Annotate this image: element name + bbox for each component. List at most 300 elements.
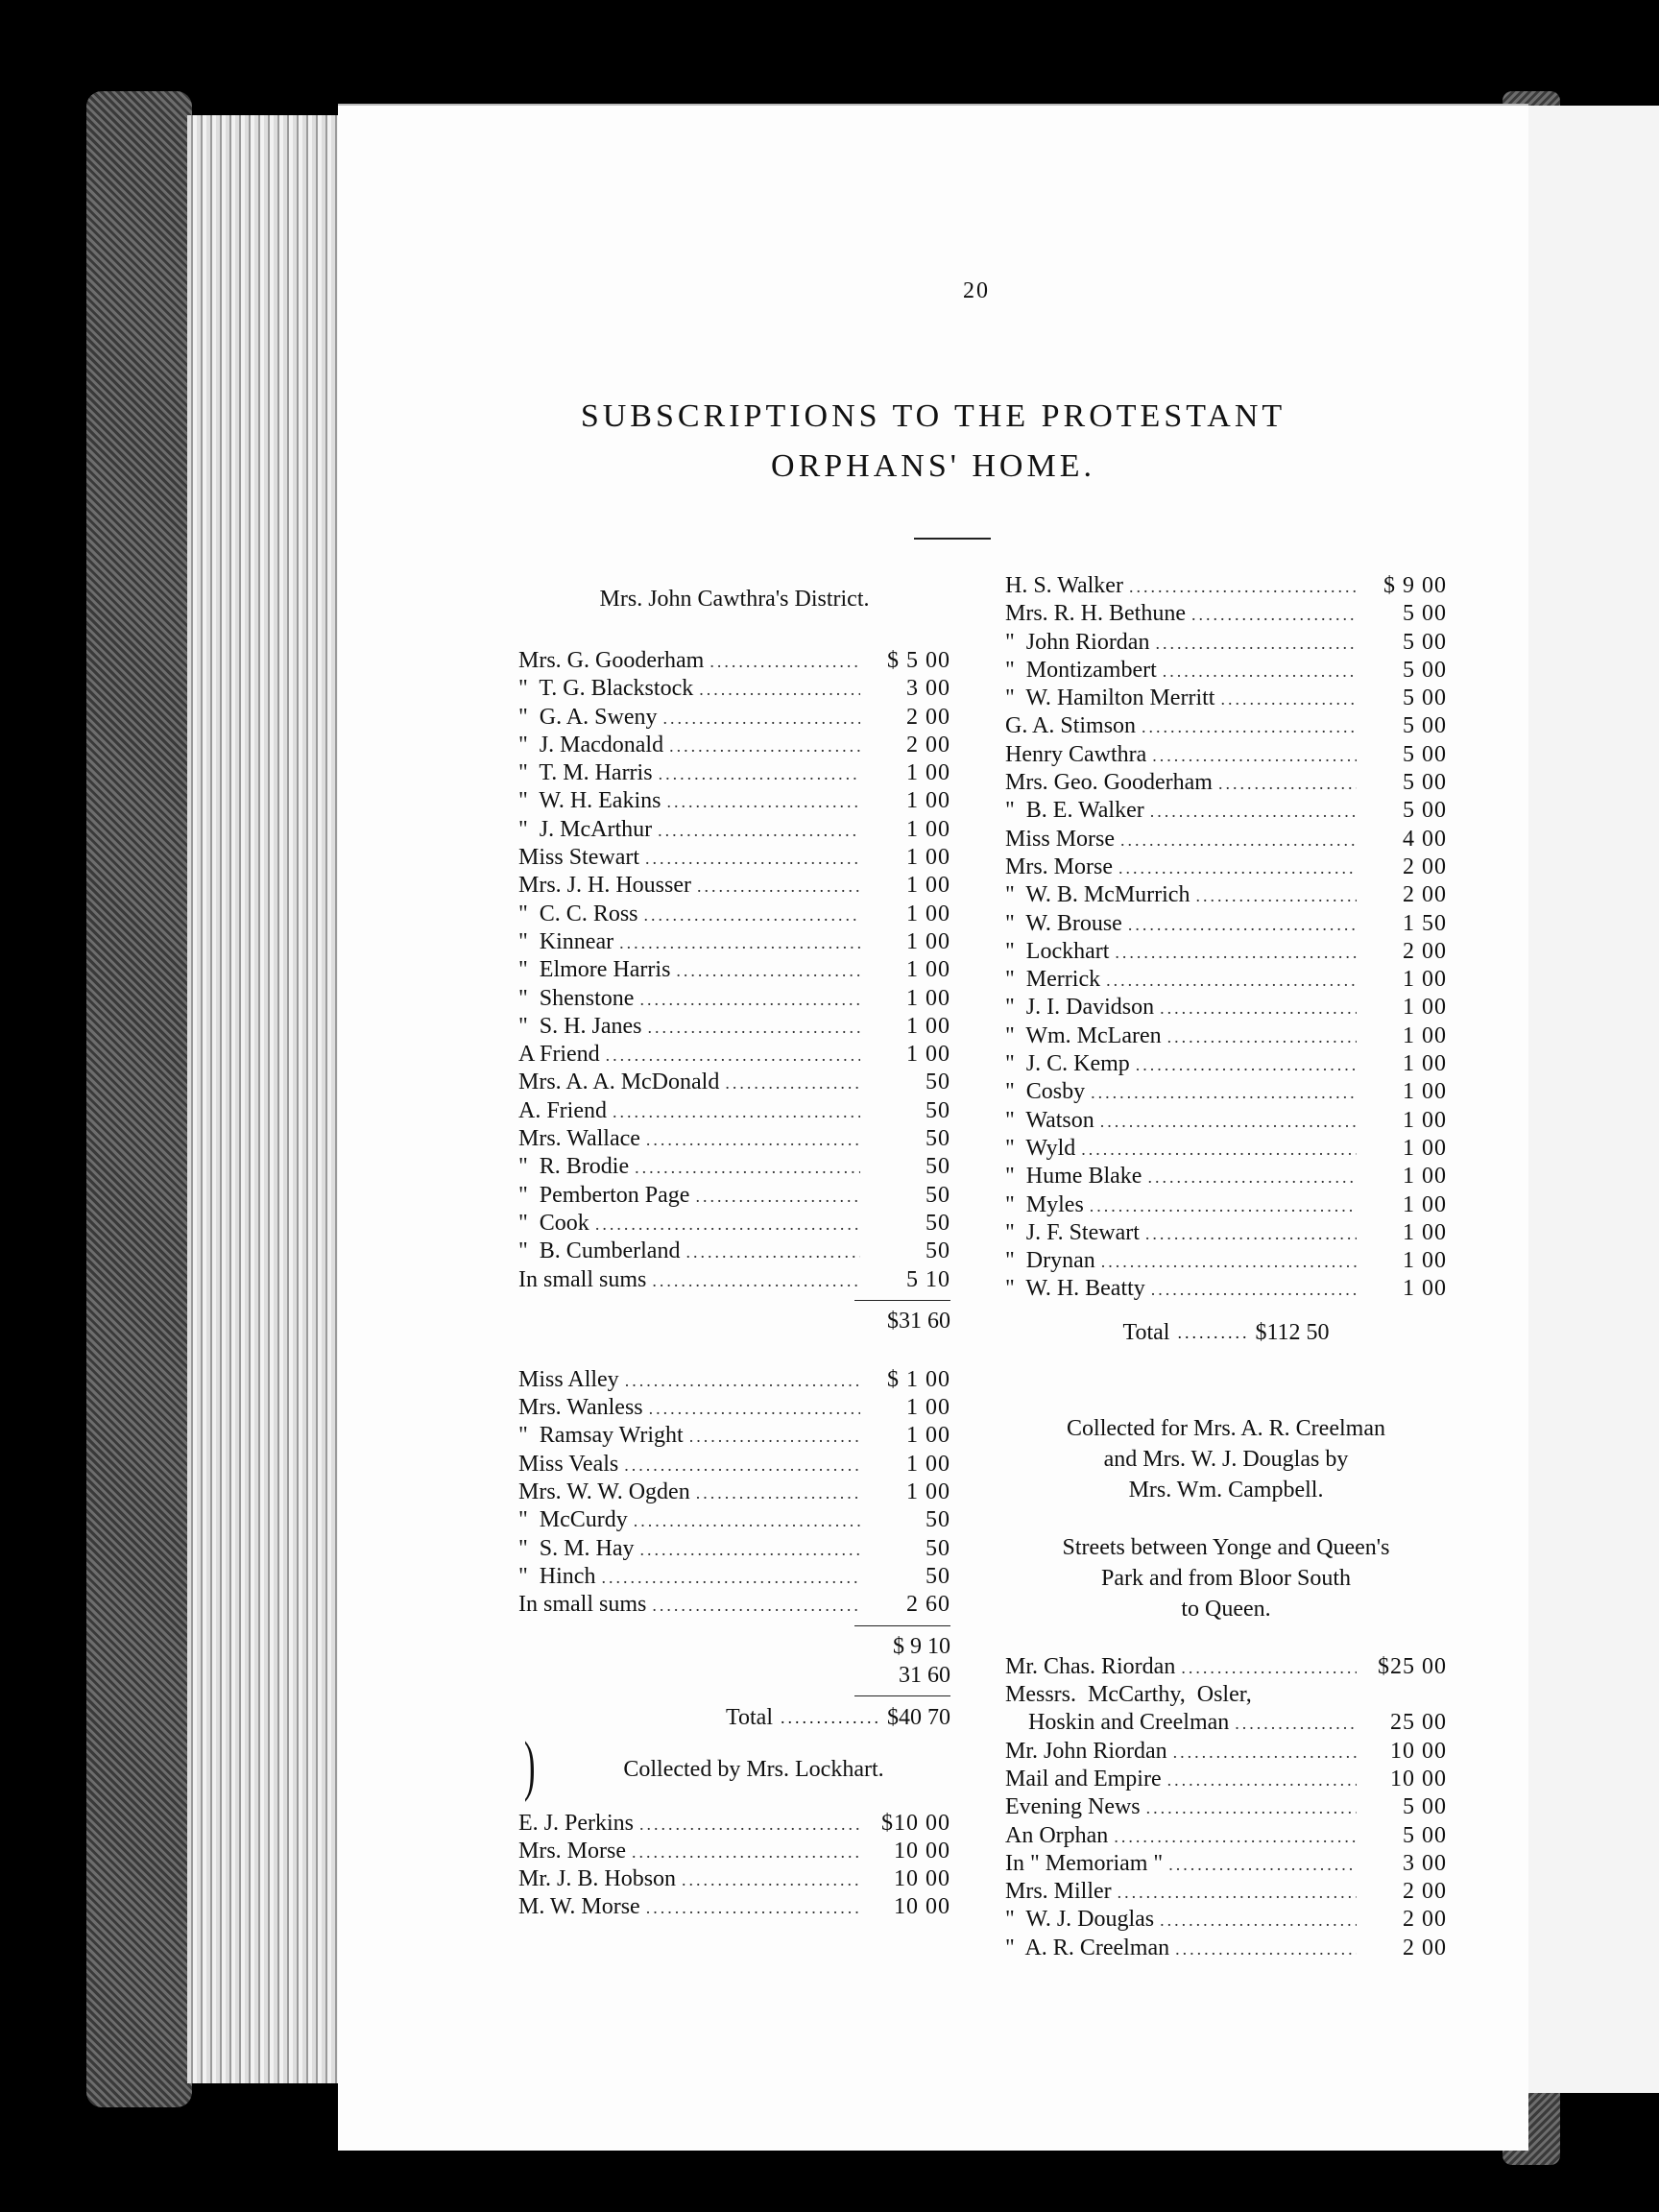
subscription-amount: $25 00 bbox=[1378, 1653, 1447, 1679]
list-item bbox=[1005, 1219, 1447, 1247]
leader-dots bbox=[652, 1267, 860, 1295]
list-item bbox=[518, 1838, 950, 1865]
list-item bbox=[518, 1591, 950, 1619]
leader-dots bbox=[639, 1811, 860, 1839]
leader-dots bbox=[682, 1866, 860, 1894]
subscription-amount: 5 00 bbox=[1403, 741, 1447, 767]
subscriber-name: " J. F. Stewart bbox=[1005, 1219, 1140, 1245]
subscription-amount: 2 60 bbox=[906, 1592, 950, 1618]
left-total-row bbox=[518, 1702, 950, 1733]
subscription-amount: 1 00 bbox=[906, 1042, 950, 1068]
list-item bbox=[1005, 994, 1447, 1022]
list-item bbox=[1005, 1653, 1447, 1681]
subscription-amount: 2 00 bbox=[1403, 1935, 1447, 1960]
subscriber-name: " B. E. Walker bbox=[1005, 798, 1144, 824]
leader-dots bbox=[1220, 685, 1357, 713]
subscriber-name: Mrs. Wanless bbox=[518, 1395, 643, 1421]
list-item bbox=[518, 1238, 950, 1265]
list-item bbox=[518, 675, 950, 703]
subscriber-name: " Ramsay Wright bbox=[518, 1423, 684, 1449]
leader-dots bbox=[652, 1592, 860, 1620]
leader-dots bbox=[676, 957, 860, 985]
subscriber-name: " McCurdy bbox=[518, 1507, 628, 1533]
subscriber-name: Henry Cawthra bbox=[1005, 741, 1147, 767]
total-rule bbox=[854, 1695, 950, 1696]
subscriber-name: Evening News bbox=[1005, 1794, 1141, 1820]
list-item bbox=[518, 1506, 950, 1534]
subscription-amount: 2 00 bbox=[1403, 938, 1447, 964]
list-item bbox=[518, 844, 950, 872]
subtotal-rule bbox=[854, 1300, 950, 1301]
subscription-amount: 2 00 bbox=[1403, 1907, 1447, 1933]
leader-dots bbox=[639, 1536, 860, 1564]
list-item bbox=[518, 1266, 950, 1294]
right-total-value: $112 50 bbox=[1255, 1319, 1330, 1345]
list-item bbox=[518, 872, 950, 900]
subscription-amount: 50 bbox=[926, 1210, 950, 1236]
subscriber-name: " Merrick bbox=[1005, 967, 1101, 993]
leader-dots bbox=[601, 1564, 860, 1592]
subscription-amount: 5 00 bbox=[1403, 657, 1447, 683]
leader-dots bbox=[646, 1894, 860, 1922]
subscriber-name: Mr. John Riordan bbox=[1005, 1738, 1167, 1764]
subtotal-2b-value: 31 60 bbox=[899, 1662, 950, 1688]
cawthra-district-list bbox=[518, 647, 950, 1294]
subscription-amount: $10 00 bbox=[881, 1810, 950, 1836]
leader-dots bbox=[1152, 742, 1357, 770]
subscriber-name: " W. Brouse bbox=[1005, 910, 1122, 936]
leader-dots bbox=[1128, 911, 1357, 939]
subscription-amount: 1 00 bbox=[1403, 1022, 1447, 1048]
leader-dots bbox=[1155, 630, 1357, 658]
subscription-amount: 1 00 bbox=[906, 985, 950, 1011]
list-item bbox=[1005, 797, 1447, 825]
list-item bbox=[1005, 826, 1447, 854]
list-item bbox=[1005, 685, 1447, 712]
subscription-amount: 1 50 bbox=[1403, 910, 1447, 936]
leader-dots bbox=[1195, 882, 1357, 910]
heading-line: and Mrs. W. J. Douglas by bbox=[1103, 1446, 1349, 1472]
leader-dots bbox=[697, 873, 860, 901]
title-rule bbox=[914, 538, 991, 540]
subscriber-name: " W. Hamilton Merritt bbox=[1005, 685, 1215, 711]
subscription-amount: 50 bbox=[926, 1182, 950, 1208]
list-item bbox=[1005, 1709, 1447, 1737]
subscriber-name: " Kinnear bbox=[518, 928, 614, 954]
subscription-amount: $ 9 00 bbox=[1383, 573, 1447, 598]
subscription-amount: 1 00 bbox=[906, 873, 950, 899]
list-item bbox=[518, 1810, 950, 1838]
book-binding-left bbox=[86, 91, 192, 2107]
subscriber-name: " Hinch bbox=[518, 1563, 596, 1589]
list-item bbox=[518, 647, 950, 675]
subtotal-2b bbox=[518, 1661, 950, 1690]
lockhart-heading-text: Collected by Mrs. Lockhart. bbox=[623, 1756, 884, 1782]
subscriber-name: Mrs. G. Gooderham bbox=[518, 648, 705, 673]
subscriber-name: " J. I. Davidson bbox=[1005, 995, 1155, 1021]
leader-dots bbox=[1181, 1654, 1357, 1682]
subscriber-name: Messrs. McCarthy, Osler, bbox=[1005, 1682, 1252, 1708]
subscriber-name: M. W. Morse bbox=[518, 1894, 640, 1920]
leader-dots bbox=[689, 1423, 860, 1451]
list-item bbox=[1005, 1275, 1447, 1303]
list-item bbox=[1005, 1191, 1447, 1219]
leader-dots bbox=[613, 1098, 860, 1126]
subscriber-name: " W. J. Douglas bbox=[1005, 1907, 1155, 1933]
leader-dots bbox=[639, 986, 860, 1014]
subscriber-name: Mrs. R. H. Bethune bbox=[1005, 601, 1186, 627]
list-item bbox=[1005, 1878, 1447, 1906]
leader-dots bbox=[1167, 1023, 1357, 1051]
total-dots: .............. bbox=[781, 1707, 881, 1727]
list-item bbox=[1005, 1022, 1447, 1050]
heading-line: Collected for Mrs. A. R. Creelman bbox=[1067, 1415, 1385, 1441]
list-item bbox=[1005, 1906, 1447, 1934]
subscriber-name: " B. Cumberland bbox=[518, 1238, 681, 1264]
subscriber-name: Mrs. A. A. McDonald bbox=[518, 1070, 720, 1095]
leader-dots bbox=[1081, 1136, 1357, 1164]
heading-line: to Queen. bbox=[1181, 1596, 1271, 1622]
leader-dots bbox=[1160, 1907, 1357, 1935]
subtotal-1-value: $31 60 bbox=[887, 1308, 950, 1334]
subscriber-name: " Shenstone bbox=[518, 985, 635, 1011]
subscription-amount: 2 00 bbox=[906, 704, 950, 730]
list-item bbox=[1005, 629, 1447, 657]
list-item bbox=[518, 1153, 950, 1181]
total-label: Total bbox=[726, 1704, 773, 1730]
subscription-amount: 2 00 bbox=[1403, 1879, 1447, 1905]
list-item bbox=[518, 1041, 950, 1069]
list-item bbox=[518, 1013, 950, 1041]
leader-dots bbox=[669, 733, 860, 760]
subscriber-name: " Cosby bbox=[1005, 1079, 1086, 1105]
subscriber-name: Mrs. Wallace bbox=[518, 1126, 640, 1152]
list-item bbox=[518, 1535, 950, 1563]
subscription-amount: 5 00 bbox=[1403, 713, 1447, 739]
subscriber-name: Miss Alley bbox=[518, 1366, 619, 1392]
subscriber-name: Mrs. Morse bbox=[1005, 854, 1113, 879]
leader-dots bbox=[1167, 1767, 1357, 1794]
leader-dots bbox=[685, 1238, 860, 1266]
subscription-amount: 50 bbox=[926, 1563, 950, 1589]
subscription-amount: 1 00 bbox=[906, 845, 950, 871]
subscriber-name: " J. McArthur bbox=[518, 816, 653, 842]
subscription-amount: 3 00 bbox=[1403, 1850, 1447, 1876]
list-item bbox=[1005, 938, 1447, 966]
leader-dots bbox=[1235, 1710, 1357, 1738]
subscription-amount: 10 00 bbox=[894, 1866, 950, 1892]
subscriber-name: " Pemberton Page bbox=[518, 1182, 690, 1208]
bracket-mark: ) bbox=[523, 1728, 536, 1803]
list-item bbox=[1005, 712, 1447, 740]
leader-dots bbox=[595, 1211, 860, 1238]
subscriber-name: " W. B. McMurrich bbox=[1005, 882, 1190, 908]
subscription-amount: 1 00 bbox=[906, 901, 950, 926]
leader-dots bbox=[666, 788, 860, 816]
leader-dots bbox=[1163, 658, 1357, 685]
subtotal-2a-value: $ 9 10 bbox=[893, 1633, 950, 1659]
subscriber-name: " W. H. Eakins bbox=[518, 788, 661, 814]
subtotal-1 bbox=[518, 1307, 950, 1335]
list-item bbox=[518, 759, 950, 787]
leader-dots bbox=[1160, 995, 1357, 1022]
leader-dots bbox=[1118, 1879, 1357, 1907]
leader-dots bbox=[659, 760, 860, 788]
subscriber-name: Mail and Empire bbox=[1005, 1766, 1162, 1791]
streets-subscription-list bbox=[1005, 1653, 1447, 1962]
subscription-amount: 2 00 bbox=[1403, 882, 1447, 908]
list-item bbox=[518, 1182, 950, 1210]
leader-dots bbox=[1129, 573, 1357, 601]
subscriber-name: In small sums bbox=[518, 1266, 647, 1292]
subscriber-name: In " Memoriam " bbox=[1005, 1850, 1164, 1876]
subscription-amount: 5 00 bbox=[1403, 798, 1447, 824]
subscription-amount: 50 bbox=[926, 1154, 950, 1180]
subscriber-name: Miss Morse bbox=[1005, 826, 1116, 852]
list-item bbox=[1005, 1135, 1447, 1163]
subscriber-name: A Friend bbox=[518, 1042, 600, 1068]
subscription-amount: 1 00 bbox=[1403, 1191, 1447, 1217]
subscriber-name: " J. Macdonald bbox=[518, 732, 664, 757]
subscription-amount: 10 00 bbox=[894, 1894, 950, 1920]
subscription-amount: 1 00 bbox=[1403, 1276, 1447, 1302]
list-item bbox=[518, 816, 950, 844]
leader-dots bbox=[632, 1839, 860, 1866]
list-item bbox=[518, 1893, 950, 1921]
subscription-amount: 1 00 bbox=[906, 1479, 950, 1505]
leader-dots bbox=[1146, 1794, 1357, 1822]
heading-line: Park and from Bloor South bbox=[1101, 1565, 1351, 1591]
lockhart-heading bbox=[518, 1728, 950, 1803]
subscriber-name: Mr. Chas. Riordan bbox=[1005, 1653, 1176, 1679]
subscriber-name: " T. G. Blackstock bbox=[518, 676, 694, 702]
subscription-amount: 1 00 bbox=[1403, 995, 1447, 1021]
list-item bbox=[518, 732, 950, 759]
subscriber-name: " Wm. McLaren bbox=[1005, 1022, 1162, 1048]
leader-dots bbox=[1090, 1192, 1357, 1220]
page-title bbox=[549, 392, 1317, 492]
list-item bbox=[518, 1366, 950, 1394]
list-item bbox=[1005, 1050, 1447, 1078]
list-item bbox=[1005, 854, 1447, 881]
subscription-amount: 1 00 bbox=[906, 928, 950, 954]
subscription-amount: 1 00 bbox=[1403, 1107, 1447, 1133]
subscription-amount: 1 00 bbox=[906, 1013, 950, 1039]
subscriber-name: G. A. Stimson bbox=[1005, 713, 1137, 739]
subscription-amount: 50 bbox=[926, 1070, 950, 1095]
subscriber-name: " Myles bbox=[1005, 1191, 1084, 1217]
list-item bbox=[518, 928, 950, 956]
leader-dots bbox=[1142, 713, 1357, 741]
page-number: 20 bbox=[963, 278, 990, 303]
subscriber-name: " S. H. Janes bbox=[518, 1013, 642, 1039]
subscriber-name: " Elmore Harris bbox=[518, 957, 671, 983]
leader-dots bbox=[625, 1367, 860, 1395]
list-item bbox=[1005, 1766, 1447, 1793]
leader-dots bbox=[1150, 798, 1357, 826]
lockhart-list bbox=[518, 1810, 950, 1922]
list-item bbox=[1005, 966, 1447, 994]
leader-dots bbox=[644, 902, 861, 929]
list-item bbox=[518, 704, 950, 732]
district-heading: Mrs. John Cawthra's District. bbox=[599, 587, 870, 612]
leader-dots bbox=[606, 1042, 860, 1070]
list-item bbox=[1005, 1681, 1447, 1709]
subscription-amount: 50 bbox=[926, 1535, 950, 1561]
subscriber-name: Mrs. J. H. Housser bbox=[518, 873, 691, 899]
subscriber-name: " Drynan bbox=[1005, 1248, 1095, 1274]
leader-dots bbox=[1115, 939, 1357, 967]
list-item bbox=[1005, 910, 1447, 938]
subscription-amount: 1 00 bbox=[1403, 1135, 1447, 1161]
leader-dots bbox=[645, 845, 860, 873]
subscriber-name: " W. H. Beatty bbox=[1005, 1276, 1145, 1302]
subscriber-name: " S. M. Hay bbox=[518, 1535, 635, 1561]
list-item bbox=[518, 787, 950, 815]
subscriber-name: " T. M. Harris bbox=[518, 760, 653, 786]
subscription-amount: 2 00 bbox=[906, 732, 950, 757]
subscription-amount: 1 00 bbox=[906, 760, 950, 786]
subscription-amount: 5 00 bbox=[1403, 685, 1447, 711]
subscriber-name: " R. Brodie bbox=[518, 1154, 630, 1180]
leader-dots bbox=[695, 1183, 860, 1211]
subtotal-2a bbox=[518, 1632, 950, 1661]
subscriber-name: Mrs. Geo. Gooderham bbox=[1005, 770, 1213, 796]
subscriber-name: " C. C. Ross bbox=[518, 901, 638, 926]
leader-dots bbox=[1168, 1851, 1357, 1879]
leader-dots bbox=[1100, 1108, 1357, 1136]
subscription-amount: 1 00 bbox=[906, 957, 950, 983]
leader-dots bbox=[646, 1126, 860, 1154]
leader-dots bbox=[1173, 1739, 1357, 1767]
list-item bbox=[1005, 1247, 1447, 1275]
list-item bbox=[1005, 741, 1447, 769]
subscriber-name: Miss Stewart bbox=[518, 845, 639, 871]
streets-heading bbox=[1005, 1532, 1447, 1624]
list-item bbox=[1005, 657, 1447, 685]
subscription-amount: 50 bbox=[926, 1126, 950, 1152]
subscriber-name: In small sums bbox=[518, 1592, 647, 1618]
list-item bbox=[518, 1479, 950, 1506]
leader-dots bbox=[1218, 770, 1357, 798]
subscription-amount: 1 00 bbox=[906, 1423, 950, 1449]
subscriber-name: H. S. Walker bbox=[1005, 573, 1123, 598]
list-item bbox=[518, 985, 950, 1013]
leader-dots bbox=[649, 1395, 860, 1423]
list-item bbox=[1005, 1793, 1447, 1821]
subscription-amount: 25 00 bbox=[1390, 1710, 1447, 1736]
subscription-amount: 1 00 bbox=[1403, 1219, 1447, 1245]
leader-dots bbox=[662, 705, 860, 733]
subscription-amount: 5 10 bbox=[906, 1266, 950, 1292]
subscription-amount: 1 00 bbox=[1403, 967, 1447, 993]
leader-dots bbox=[624, 1452, 860, 1479]
leader-dots bbox=[647, 1014, 860, 1042]
subscriber-name: Mrs. Morse bbox=[518, 1838, 626, 1863]
subscriber-name: " Cook bbox=[518, 1210, 589, 1236]
leader-dots bbox=[1106, 967, 1357, 995]
total-value: $40 70 bbox=[887, 1704, 950, 1730]
list-item bbox=[1005, 600, 1447, 628]
subscription-amount: 1 00 bbox=[906, 1395, 950, 1421]
subscriber-name: Mr. J. B. Hobson bbox=[518, 1866, 677, 1892]
leader-dots bbox=[1118, 854, 1357, 882]
list-item bbox=[1005, 1107, 1447, 1135]
list-item bbox=[1005, 572, 1447, 600]
list-item bbox=[518, 1865, 950, 1893]
subscription-amount: 50 bbox=[926, 1238, 950, 1264]
creelman-heading bbox=[1005, 1413, 1447, 1505]
subscriber-name: E. J. Perkins bbox=[518, 1810, 634, 1836]
left-column bbox=[518, 584, 950, 1922]
list-item bbox=[518, 1210, 950, 1238]
subtotal-rule-2 bbox=[854, 1625, 950, 1626]
leader-dots bbox=[1136, 1051, 1357, 1079]
subscription-amount: 5 00 bbox=[1403, 770, 1447, 796]
subscriber-name: An Orphan bbox=[1005, 1822, 1109, 1848]
subscriber-name: " Montizambert bbox=[1005, 657, 1157, 683]
subscriber-name: " Watson bbox=[1005, 1107, 1094, 1133]
subscription-amount: 5 00 bbox=[1403, 601, 1447, 627]
subscriber-name: " Hume Blake bbox=[1005, 1164, 1142, 1190]
subscription-amount: 1 00 bbox=[1403, 1051, 1447, 1077]
subscriber-name: " Lockhart bbox=[1005, 938, 1110, 964]
title-line-2: ORPHANS' HOME. bbox=[771, 448, 1095, 484]
subscription-amount: 5 00 bbox=[1403, 629, 1447, 655]
title-line-1: SUBSCRIPTIONS TO THE PROTESTANT bbox=[580, 398, 1286, 434]
list-item bbox=[1005, 1078, 1447, 1106]
right-subscription-list bbox=[1005, 572, 1447, 1304]
leader-dots bbox=[1101, 1248, 1357, 1276]
subscription-amount: 1 00 bbox=[1403, 1164, 1447, 1190]
leader-dots bbox=[1120, 827, 1357, 854]
list-item bbox=[1005, 1738, 1447, 1766]
subscription-amount: 5 00 bbox=[1403, 1794, 1447, 1820]
right-column bbox=[1005, 572, 1447, 1962]
subscriber-name: Miss Veals bbox=[518, 1451, 619, 1477]
leader-dots bbox=[1145, 1220, 1357, 1248]
list-item bbox=[518, 1125, 950, 1153]
subscriber-name: " J. C. Kemp bbox=[1005, 1051, 1130, 1077]
right-total-dots: .......... bbox=[1177, 1322, 1250, 1342]
subscription-amount: 10 00 bbox=[1390, 1738, 1447, 1764]
subscription-amount: 1 00 bbox=[906, 1451, 950, 1477]
page-stack-edges bbox=[187, 115, 341, 2083]
subscription-amount: 1 00 bbox=[906, 816, 950, 842]
leader-dots bbox=[1091, 1079, 1357, 1107]
list-item bbox=[1005, 1935, 1447, 1962]
list-item bbox=[1005, 1850, 1447, 1878]
subscriber-name: Mrs. Miller bbox=[1005, 1879, 1112, 1905]
subscription-amount: 1 00 bbox=[906, 788, 950, 814]
list-item bbox=[1005, 1163, 1447, 1190]
subscription-amount: 3 00 bbox=[906, 676, 950, 702]
subscriber-name: " John Riordan bbox=[1005, 629, 1150, 655]
heading-line: Streets between Yonge and Queen's bbox=[1062, 1534, 1390, 1560]
subscriber-name: " Wyld bbox=[1005, 1135, 1076, 1161]
leader-dots bbox=[696, 1479, 860, 1507]
subscription-amount: $ 5 00 bbox=[887, 648, 950, 673]
leader-dots bbox=[1151, 1276, 1357, 1304]
adjacent-page-edge bbox=[1528, 106, 1659, 2093]
subscription-amount: 1 00 bbox=[1403, 1079, 1447, 1105]
leader-dots bbox=[1175, 1936, 1357, 1963]
leader-dots bbox=[658, 817, 860, 845]
leader-dots bbox=[699, 676, 860, 704]
subscription-amount: 4 00 bbox=[1403, 826, 1447, 852]
list-item bbox=[518, 1069, 950, 1096]
list-item bbox=[1005, 881, 1447, 909]
